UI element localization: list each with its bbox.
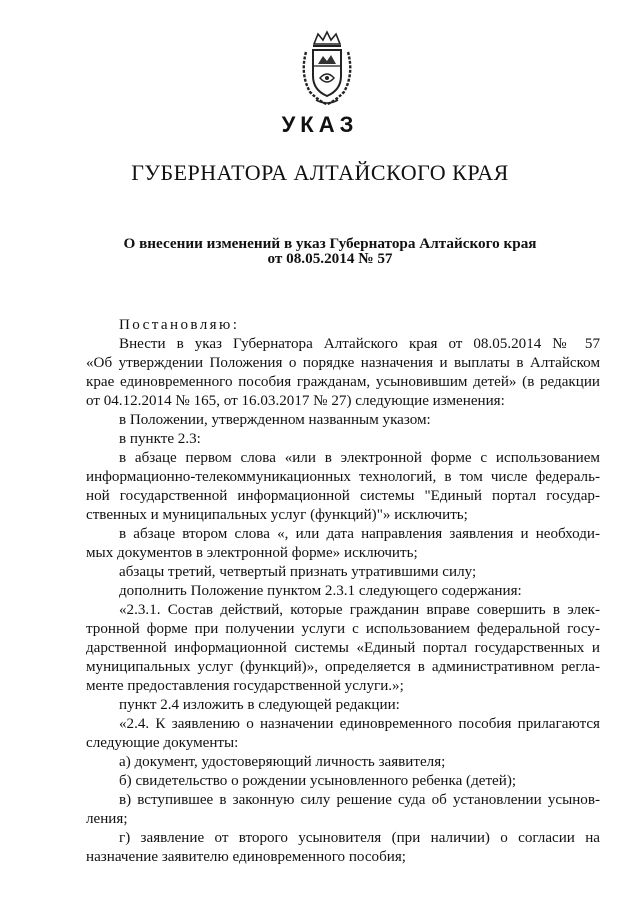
body-line: ления; (86, 811, 128, 827)
body-line: муниципальных услуг (функций)», определяется в административном регла- (86, 659, 600, 675)
body-line: крае единовременного пособия гражданам, усыновившим детей» (в редакции (86, 374, 600, 390)
body-line: б) свидетельство о рождении усыновленного ребенка (детей); (119, 773, 517, 789)
document-type-title: УКАЗ (281, 112, 359, 137)
body-line: «2.3.1. Состав действий, которые гражданин вправе совершить в элек- (119, 602, 600, 618)
body-line: пункт 2.4 изложить в следующей редакции: (119, 697, 400, 713)
body-line: г) заявление от второго усыновителя (при наличии) о согласии на (119, 830, 600, 846)
body-line: абзацы третий, четвертый признать утратившими силу; (119, 564, 477, 580)
body-line: следующие документы: (86, 735, 239, 751)
body-line: менте предоставления государственной услуги.»; (86, 678, 404, 694)
subject-line-2: от 08.05.2014 № 57 (267, 250, 393, 267)
body-line: а) документ, удостоверяющий личность заявителя; (119, 754, 446, 770)
body-line: дарственной информационной системы «Единый портал государственных и (86, 640, 600, 656)
subject-line-1: О внесении изменений в указ Губернатора Алтайского края (123, 235, 537, 252)
body-line: «Об утверждении Положения о порядке назначения и выплаты в Алтайском (86, 355, 600, 371)
issuer-title: ГУБЕРНАТОРА АЛТАЙСКОГО КРАЯ (131, 160, 509, 185)
body-line: информационно-телекоммуникационных технологий, в том числе федераль- (86, 469, 600, 485)
body-line: Постановляю: (119, 317, 240, 333)
body-line: в абзаце втором слова «, или дата направления заявления и необходи- (119, 526, 600, 542)
body-line: в абзаце первом слова «или в электронной форме с использованием (119, 450, 600, 466)
body-line: в пункте 2.3: (119, 431, 201, 447)
body-line: в Положении, утвержденном названным указом: (119, 412, 431, 428)
body-line: мых документов в электронной форме» исключить; (86, 545, 418, 561)
coat-of-arms-icon (296, 30, 358, 106)
body-line: дополнить Положение пунктом 2.3.1 следующего содержания: (119, 583, 522, 599)
body-line: ной государственной информационной системы "Единый портал государ- (86, 488, 600, 504)
body-line: Внести в указ Губернатора Алтайского края от 08.05.2014 № 57 (119, 336, 600, 352)
body-line: тронной форме при получении услуги с использованием федеральной госу- (86, 621, 600, 637)
body-line: назначение заявителю единовременного пособия; (86, 849, 406, 865)
body-line: в) вступившее в законную силу решение суда об установлении усынов- (119, 792, 600, 808)
body-line: ственных и муниципальных услуг (функций)"» исключить; (86, 507, 468, 523)
body-line: «2.4. К заявлению о назначении единовременного пособия прилагаются (119, 716, 600, 732)
body-line: от 04.12.2014 № 165, от 16.03.2017 № 27) следующие изменения: (86, 393, 505, 409)
